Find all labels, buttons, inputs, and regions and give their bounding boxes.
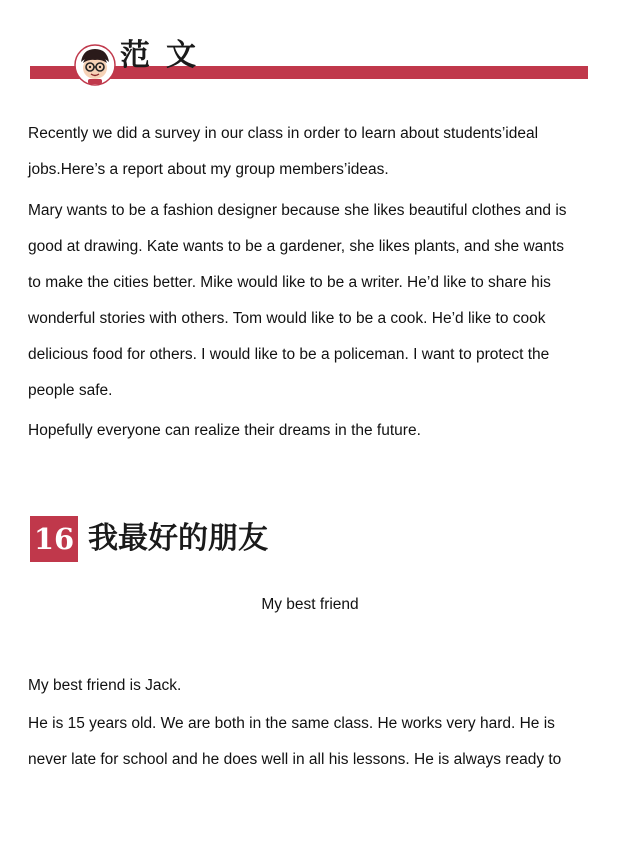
text-line: He is 15 years old. We are both in the same class. He works very hard. He is bbox=[28, 715, 555, 732]
text-line: good at drawing. Kate wants to be a gardener, she likes plants, and she wants bbox=[28, 238, 564, 255]
text-line: Recently we did a survey in our class in order to learn about students’ideal bbox=[28, 125, 539, 142]
essay-title: My best friend bbox=[261, 596, 359, 613]
text-line: to make the cities better. Mike would like to be a writer. He’d like to share his bbox=[28, 274, 551, 291]
friend-paragraph-2 bbox=[28, 706, 588, 778]
section-header bbox=[0, 0, 640, 90]
text-line: jobs.Here’s a report about my group members’ideas. bbox=[28, 161, 389, 178]
essay-paragraph-2 bbox=[28, 193, 588, 409]
section-title: 范文 bbox=[120, 38, 212, 73]
text-line: people safe. bbox=[28, 382, 113, 399]
text-line: Mary wants to be a fashion designer because she likes beautiful clothes and is bbox=[28, 202, 567, 219]
text-line: My best friend is Jack. bbox=[28, 677, 182, 694]
text-line: wonderful stories with others. Tom would like to be a cook. He’d like to cook bbox=[28, 310, 546, 327]
text-line: delicious food for others. I would like to be a policeman. I want to protect the bbox=[28, 346, 550, 363]
text-line: never late for school and he does well in all his lessons. He is always ready to bbox=[28, 751, 562, 768]
text-line: Hopefully everyone can realize their dreams in the future. bbox=[28, 422, 421, 439]
cartoon-boy-with-glasses-icon bbox=[74, 44, 116, 86]
topic-title: 我最好的朋友 bbox=[88, 521, 268, 556]
topic-number-badge: 16 bbox=[30, 516, 78, 562]
friend-paragraph-1 bbox=[28, 668, 588, 704]
essay-paragraph-1 bbox=[28, 116, 588, 188]
essay-paragraph-3 bbox=[28, 413, 588, 449]
